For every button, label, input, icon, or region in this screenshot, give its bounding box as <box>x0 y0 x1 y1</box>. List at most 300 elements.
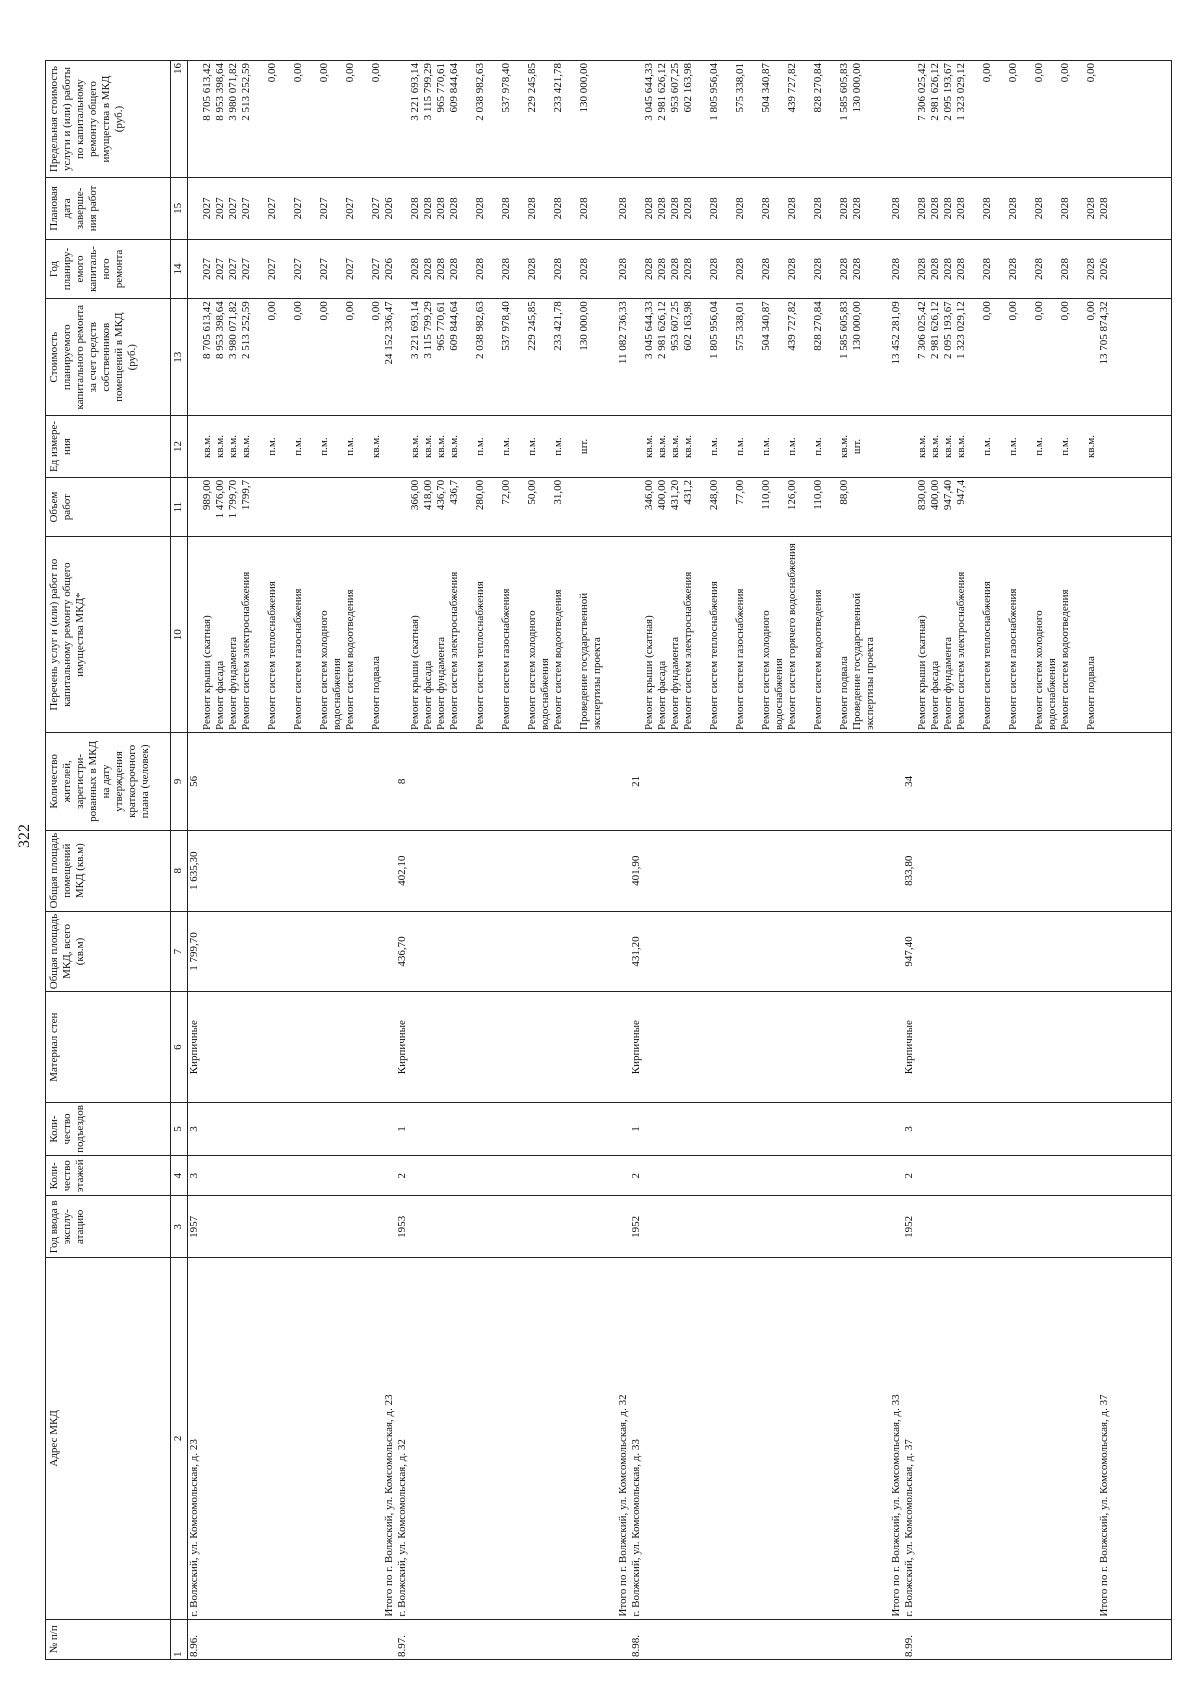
work-limit-cost: 1 323 029,12 <box>955 61 981 178</box>
empty-cell <box>409 1196 422 1258</box>
empty-cell <box>1111 1102 1172 1155</box>
empty-cell <box>916 1102 929 1155</box>
floor-count: 2 <box>396 1156 409 1196</box>
total-label: Итого по г. Волжский, ул. Комсомольская, д. 32 <box>617 1258 630 1619</box>
empty-cell <box>1033 1196 1059 1258</box>
empty-cell <box>929 1196 942 1258</box>
total-area: 436,70 <box>396 911 409 992</box>
work-unit: п.м. <box>812 416 838 478</box>
empty-cell <box>942 911 955 992</box>
entrance-count: 1 <box>396 1102 409 1155</box>
empty-cell <box>838 1196 851 1258</box>
column-number: 11 <box>171 477 188 537</box>
empty-cell <box>552 830 578 911</box>
empty-cell <box>643 1102 656 1155</box>
empty-cell <box>942 992 955 1103</box>
empty-cell <box>292 1196 318 1258</box>
work-cost: 0,00 <box>370 299 383 416</box>
empty-cell <box>188 537 202 733</box>
empty-cell <box>981 732 1007 830</box>
empty-cell <box>851 1102 890 1155</box>
work-limit-cost: 609 844,64 <box>448 61 474 178</box>
empty-cell <box>448 1156 474 1196</box>
work-limit-cost: 8 953 398,64 <box>214 61 227 178</box>
wall-material: Кирпичные <box>630 992 643 1103</box>
empty-cell <box>201 911 214 992</box>
empty-cell <box>435 992 448 1103</box>
work-volume: 989,00 <box>201 477 214 537</box>
work-year: 2028 <box>955 239 981 299</box>
table-header <box>46 61 171 1660</box>
empty-cell <box>903 477 916 537</box>
empty-cell <box>890 911 903 992</box>
work-year: 2028 <box>526 239 552 299</box>
work-end-date: 2028 <box>929 178 942 240</box>
empty-cell <box>656 1156 669 1196</box>
empty-cell <box>383 477 396 537</box>
work-unit: кв.м. <box>370 416 383 478</box>
empty-cell <box>227 911 240 992</box>
work-year: 2027 <box>318 239 344 299</box>
empty-cell <box>435 1156 448 1196</box>
empty-cell <box>916 911 929 992</box>
work-cost: 3 045 644,33 <box>643 299 656 416</box>
empty-cell <box>1111 830 1172 911</box>
empty-cell <box>734 911 760 992</box>
empty-cell <box>812 1196 838 1258</box>
empty-cell <box>500 911 526 992</box>
empty-cell <box>396 537 409 733</box>
empty-cell <box>708 1102 734 1155</box>
empty-cell <box>643 1156 656 1196</box>
work-unit: шт. <box>851 416 890 478</box>
empty-cell <box>669 1619 682 1659</box>
empty-cell <box>435 1258 448 1619</box>
header-residents: Количество жителей, зарегистри-рованных в МКД на дату утверждения краткосрочного плана (человек) <box>46 732 171 830</box>
work-end-date: 2027 <box>344 178 370 240</box>
empty-cell <box>318 1156 344 1196</box>
empty-cell <box>383 537 396 733</box>
empty-cell <box>812 1156 838 1196</box>
empty-cell <box>643 992 656 1103</box>
row-number: 8.99. <box>903 1619 916 1659</box>
work-end-date: 2028 <box>838 178 851 240</box>
work-volume: 77,00 <box>734 477 760 537</box>
empty-cell <box>786 992 812 1103</box>
work-row <box>786 61 812 1660</box>
empty-cell <box>383 1619 396 1659</box>
empty-cell <box>435 1102 448 1155</box>
empty-cell <box>682 911 708 992</box>
work-unit: кв.м. <box>916 416 929 478</box>
floor-count: 3 <box>188 1156 202 1196</box>
work-end-date: 2028 <box>760 178 786 240</box>
work-end-date: 2028 <box>578 178 617 240</box>
work-volume: 248,00 <box>708 477 734 537</box>
empty-cell <box>942 1102 955 1155</box>
work-cost: 0,00 <box>1059 299 1085 416</box>
work-cost: 3 980 071,82 <box>227 299 240 416</box>
empty-cell <box>422 1102 435 1155</box>
empty-cell <box>1007 830 1033 911</box>
work-row <box>1033 61 1059 1660</box>
empty-cell <box>916 1156 929 1196</box>
empty-cell <box>1085 1196 1098 1258</box>
total-row <box>617 61 630 1660</box>
empty-cell <box>578 1156 617 1196</box>
empty-cell <box>409 1156 422 1196</box>
empty-cell <box>1059 830 1085 911</box>
empty-cell <box>396 299 409 416</box>
empty-cell <box>708 830 734 911</box>
work-cost: 439 727,82 <box>786 299 812 416</box>
work-name: Ремонт систем электроснабжения <box>682 537 708 733</box>
empty-cell <box>1111 1619 1172 1659</box>
empty-cell <box>786 1196 812 1258</box>
empty-cell <box>1111 732 1172 830</box>
work-row <box>1059 61 1085 1660</box>
capital-repair-table <box>45 60 1172 1660</box>
header-limit-cost: Предельная стоимость услуги и (или) работы по капитальному ремонту общего имущества в МКД (руб.) <box>46 61 171 178</box>
work-row <box>851 61 890 1660</box>
work-row <box>734 61 760 1660</box>
work-end-date: 2028 <box>1059 178 1085 240</box>
work-name: Ремонт систем водоотведения <box>812 537 838 733</box>
work-row <box>552 61 578 1660</box>
work-name: Ремонт систем холодного водоснабжения <box>526 537 552 733</box>
work-limit-cost: 3 980 071,82 <box>227 61 240 178</box>
work-unit: п.м. <box>344 416 370 478</box>
work-end-date: 2027 <box>266 178 292 240</box>
work-volume: 72,00 <box>500 477 526 537</box>
empty-cell <box>474 911 500 992</box>
work-year: 2027 <box>344 239 370 299</box>
empty-cell <box>669 1196 682 1258</box>
work-row <box>201 61 214 1660</box>
empty-cell <box>474 1196 500 1258</box>
work-volume: 947,4 <box>955 477 981 537</box>
work-row <box>656 61 669 1660</box>
empty-cell <box>903 239 916 299</box>
empty-cell <box>682 1196 708 1258</box>
work-row <box>1007 61 1033 1660</box>
empty-cell <box>1098 61 1111 178</box>
empty-cell <box>838 732 851 830</box>
work-year: 2028 <box>435 239 448 299</box>
empty-cell <box>708 992 734 1103</box>
empty-cell <box>981 992 1007 1103</box>
empty-cell <box>1033 830 1059 911</box>
work-end-date: 2028 <box>448 178 474 240</box>
work-cost: 2 981 626,12 <box>929 299 942 416</box>
work-name: Ремонт крыши (скатная) <box>201 537 214 733</box>
work-name: Ремонт фасада <box>929 537 942 733</box>
empty-cell <box>838 1619 851 1659</box>
empty-cell <box>929 992 942 1103</box>
work-volume: 88,00 <box>838 477 851 537</box>
work-row <box>422 61 435 1660</box>
empty-cell <box>669 911 682 992</box>
empty-cell <box>1033 732 1059 830</box>
empty-cell <box>500 992 526 1103</box>
work-unit: п.м. <box>708 416 734 478</box>
empty-cell <box>786 1258 812 1619</box>
work-cost: 602 163,98 <box>682 299 708 416</box>
work-volume <box>266 477 292 537</box>
empty-cell <box>448 1196 474 1258</box>
empty-cell <box>526 911 552 992</box>
empty-cell <box>552 1619 578 1659</box>
empty-cell <box>409 1619 422 1659</box>
commission-year: 1952 <box>903 1196 916 1258</box>
commission-year: 1952 <box>630 1196 643 1258</box>
empty-cell <box>1111 537 1172 733</box>
empty-cell <box>1111 178 1172 240</box>
residents-count: 56 <box>188 732 202 830</box>
empty-cell <box>955 992 981 1103</box>
empty-cell <box>526 830 552 911</box>
empty-cell <box>760 1258 786 1619</box>
work-year: 2028 <box>409 239 422 299</box>
empty-cell <box>669 992 682 1103</box>
empty-cell <box>617 61 630 178</box>
empty-cell <box>435 1619 448 1659</box>
page-number: 322 <box>16 824 33 848</box>
building-row <box>188 61 202 1660</box>
empty-cell <box>383 416 396 478</box>
work-cost: 0,00 <box>266 299 292 416</box>
empty-cell <box>1033 992 1059 1103</box>
work-cost: 8 953 398,64 <box>214 299 227 416</box>
empty-cell <box>903 61 916 178</box>
work-year: 2028 <box>929 239 942 299</box>
work-end-date: 2027 <box>318 178 344 240</box>
empty-cell <box>188 239 202 299</box>
work-limit-cost: 0,00 <box>1059 61 1085 178</box>
empty-cell <box>656 992 669 1103</box>
work-unit: кв.м. <box>1085 416 1098 478</box>
work-end-date: 2028 <box>1007 178 1033 240</box>
empty-cell <box>370 732 383 830</box>
empty-cell <box>201 992 214 1103</box>
empty-cell <box>318 1258 344 1619</box>
total-cost: 11 082 736,33 <box>617 299 630 416</box>
work-unit: п.м. <box>760 416 786 478</box>
residents-count: 21 <box>630 732 643 830</box>
work-unit: кв.м. <box>240 416 266 478</box>
work-end-date: 2027 <box>240 178 266 240</box>
empty-cell <box>890 1196 903 1258</box>
empty-cell <box>370 1619 383 1659</box>
row-number: 8.97. <box>396 1619 409 1659</box>
work-end-date: 2027 <box>370 178 383 240</box>
empty-cell <box>851 1196 890 1258</box>
empty-cell <box>500 1196 526 1258</box>
work-row <box>318 61 344 1660</box>
empty-cell <box>318 830 344 911</box>
empty-cell <box>474 1258 500 1619</box>
empty-cell <box>617 1619 630 1659</box>
work-end-date: 2028 <box>1033 178 1059 240</box>
work-limit-cost: 233 421,78 <box>552 61 578 178</box>
work-volume: 436,70 <box>435 477 448 537</box>
building-row <box>630 61 643 1660</box>
header-cost: Стоимость планируемого капитального ремонта за счет средств собственников помещений в МКД (руб.) <box>46 299 171 416</box>
empty-cell <box>669 1258 682 1619</box>
total-row <box>383 61 396 1660</box>
empty-cell <box>942 1156 955 1196</box>
empty-cell <box>1007 1619 1033 1659</box>
work-end-date: 2028 <box>409 178 422 240</box>
work-row <box>500 61 526 1660</box>
empty-cell <box>240 1156 266 1196</box>
empty-cell <box>240 1102 266 1155</box>
wall-material: Кирпичные <box>903 992 916 1103</box>
empty-cell <box>1007 1196 1033 1258</box>
work-row <box>409 61 422 1660</box>
work-limit-cost: 2 981 626,12 <box>929 61 942 178</box>
column-number: 2 <box>171 1258 188 1619</box>
empty-cell <box>266 1102 292 1155</box>
empty-cell <box>890 416 903 478</box>
work-limit-cost: 2 038 982,63 <box>474 61 500 178</box>
work-end-date: 2028 <box>851 178 890 240</box>
work-year: 2027 <box>227 239 240 299</box>
work-row <box>669 61 682 1660</box>
empty-cell <box>617 416 630 478</box>
work-volume <box>851 477 890 537</box>
empty-cell <box>409 830 422 911</box>
work-year: 2028 <box>682 239 708 299</box>
work-row <box>812 61 838 1660</box>
work-year: 2028 <box>942 239 955 299</box>
work-limit-cost: 7 306 025,42 <box>916 61 929 178</box>
column-number: 15 <box>171 178 188 240</box>
empty-cell <box>526 1196 552 1258</box>
work-end-date: 2028 <box>708 178 734 240</box>
empty-cell <box>227 732 240 830</box>
empty-cell <box>942 830 955 911</box>
work-row <box>929 61 942 1660</box>
header-walls: Материал стен <box>46 992 171 1103</box>
work-year: 2028 <box>1085 239 1098 299</box>
empty-cell <box>955 732 981 830</box>
empty-cell <box>656 1258 669 1619</box>
work-cost: 504 340,87 <box>760 299 786 416</box>
work-limit-cost: 229 245,85 <box>526 61 552 178</box>
empty-cell <box>786 1156 812 1196</box>
empty-cell <box>435 911 448 992</box>
empty-cell <box>240 830 266 911</box>
work-cost: 0,00 <box>1085 299 1098 416</box>
empty-cell <box>435 732 448 830</box>
work-end-date: 2027 <box>292 178 318 240</box>
empty-cell <box>955 911 981 992</box>
work-volume: 947,40 <box>942 477 955 537</box>
building-address: г. Волжский, ул. Комсомольская, д. 23 <box>188 1258 202 1619</box>
work-end-date: 2028 <box>942 178 955 240</box>
empty-cell <box>1059 911 1085 992</box>
empty-cell <box>1111 239 1172 299</box>
work-end-date: 2028 <box>643 178 656 240</box>
work-end-date: 2028 <box>786 178 812 240</box>
work-limit-cost: 0,00 <box>266 61 292 178</box>
work-end-date: 2028 <box>916 178 929 240</box>
empty-cell <box>903 299 916 416</box>
empty-cell <box>526 992 552 1103</box>
empty-cell <box>656 1102 669 1155</box>
empty-cell <box>708 1196 734 1258</box>
header-volume: Объем работ <box>46 477 171 537</box>
work-cost: 2 095 193,67 <box>942 299 955 416</box>
empty-cell <box>942 1258 955 1619</box>
empty-cell <box>734 1619 760 1659</box>
total-year: 2028 <box>890 239 903 299</box>
column-number: 5 <box>171 1102 188 1155</box>
empty-cell <box>240 1258 266 1619</box>
total-row <box>1098 61 1111 1660</box>
empty-cell <box>1098 732 1111 830</box>
rooms-area: 833,80 <box>903 830 916 911</box>
empty-cell <box>1059 1196 1085 1258</box>
empty-cell <box>955 1196 981 1258</box>
work-cost: 0,00 <box>1007 299 1033 416</box>
work-limit-cost: 953 607,25 <box>669 61 682 178</box>
work-end-date: 2027 <box>201 178 214 240</box>
header-entrances: Коли-чество подъездов <box>46 1102 171 1155</box>
work-unit: кв.м. <box>682 416 708 478</box>
empty-cell <box>903 416 916 478</box>
work-year: 2027 <box>370 239 383 299</box>
empty-cell <box>578 1102 617 1155</box>
empty-cell <box>422 992 435 1103</box>
empty-cell <box>227 830 240 911</box>
empty-cell <box>1098 992 1111 1103</box>
work-end-date: 2027 <box>227 178 240 240</box>
work-volume <box>1085 477 1098 537</box>
work-name: Ремонт фундамента <box>942 537 955 733</box>
empty-cell <box>682 830 708 911</box>
work-row <box>838 61 851 1660</box>
empty-cell <box>240 911 266 992</box>
work-cost: 3 115 799,29 <box>422 299 435 416</box>
work-row <box>578 61 617 1660</box>
empty-cell <box>1033 1619 1059 1659</box>
empty-cell <box>617 477 630 537</box>
work-year: 2028 <box>708 239 734 299</box>
empty-cell <box>552 732 578 830</box>
work-unit: п.м. <box>1033 416 1059 478</box>
work-row <box>448 61 474 1660</box>
work-year: 2028 <box>500 239 526 299</box>
column-number: 7 <box>171 911 188 992</box>
row-number: 8.98. <box>630 1619 643 1659</box>
empty-cell <box>682 992 708 1103</box>
work-name: Ремонт систем электроснабжения <box>448 537 474 733</box>
work-row <box>435 61 448 1660</box>
work-cost: 828 270,84 <box>812 299 838 416</box>
empty-cell <box>188 416 202 478</box>
empty-cell <box>214 1258 227 1619</box>
work-unit: п.м. <box>1059 416 1085 478</box>
empty-cell <box>630 299 643 416</box>
empty-cell <box>318 1619 344 1659</box>
work-unit: кв.м. <box>214 416 227 478</box>
work-year: 2028 <box>981 239 1007 299</box>
empty-cell <box>201 1258 214 1619</box>
work-unit: кв.м. <box>656 416 669 478</box>
work-name: Ремонт систем газоснабжения <box>500 537 526 733</box>
